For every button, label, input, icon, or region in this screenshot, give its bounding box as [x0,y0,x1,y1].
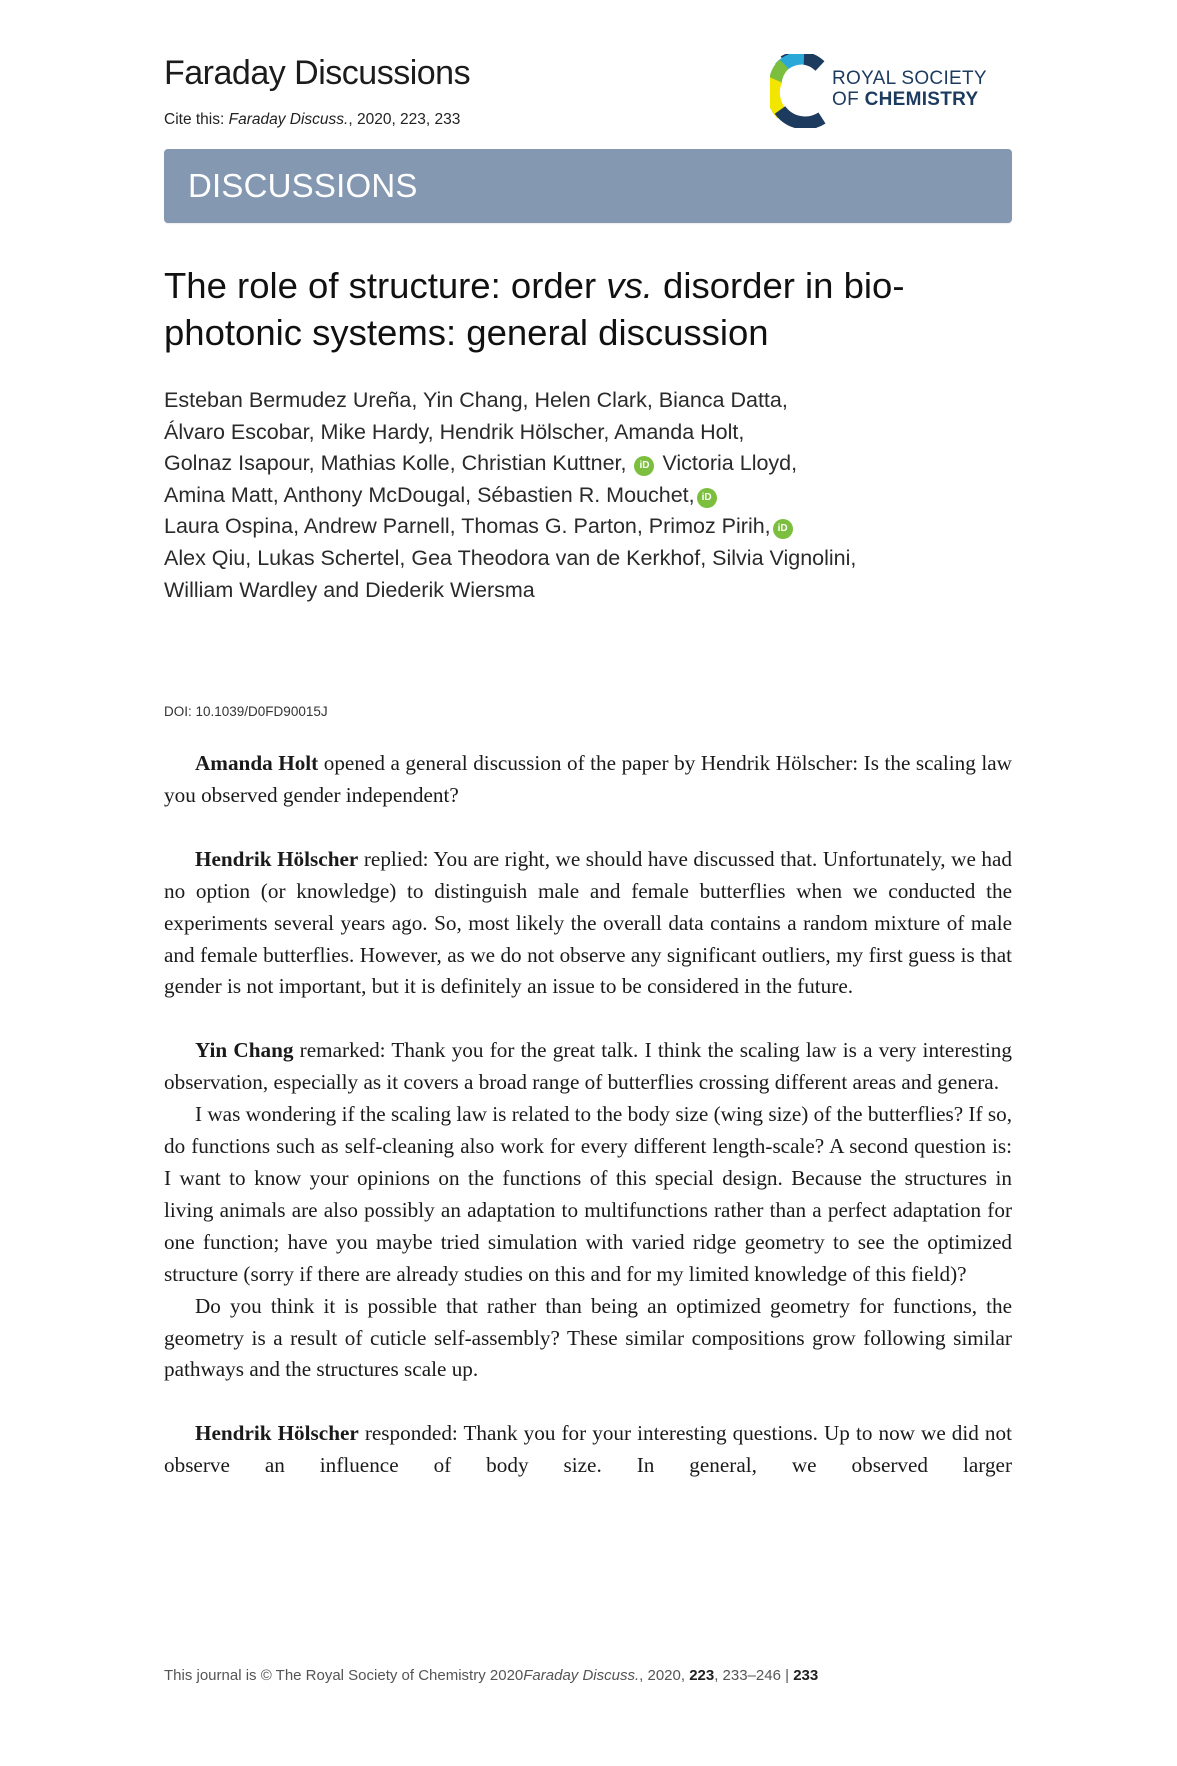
cite-details: , 2020, 223, 233 [348,111,461,128]
cite-journal: Faraday Discuss. [228,111,349,128]
article-type-label: DISCUSSIONS [188,167,418,204]
footer-journal: Faraday Discuss. [523,1667,640,1684]
rsc-wordmark [832,68,987,110]
author-line: Esteban Bermudez Ureña, Yin Chang, Helen Clark, Bianca Datta, [164,388,788,412]
citation-line [164,111,460,129]
author-line: Golnaz Isapour, Mathias Kolle, Christian Kuttner, iD Victoria Lloyd, [164,451,798,476]
page-number: 233 [793,1667,819,1684]
doi-link[interactable]: DOI: 10.1039/D0FD90015J [164,704,328,719]
orcid-icon[interactable]: iD [697,488,717,508]
discussion-paragraph: Yin Chang remarked: Thank you for the great talk. I think the scaling law is a very interesting observation, especially as it covers a broad range of butterflies crossing different areas and genera. [164,1038,1012,1095]
discussion-paragraph: Do you think it is possible that rather than being an optimized geometry for functions, the geometry is a result of cuticle self-assembly? These similar compositions grow following similar pathways and the structures scale up. [164,1293,1012,1382]
author-line: Laura Ospina, Andrew Parnell, Thomas G. Parton, Primoz Pirih, iD [164,511,1024,543]
discussion-body [164,748,1012,1482]
orcid-icon[interactable]: iD [773,519,793,539]
footer-volume: 223 [689,1667,715,1684]
rsc-publisher-logo [770,54,1020,128]
author-line: William Wardley and Diederik Wiersma [164,577,535,602]
author-list [164,385,1024,606]
speaker-name: Hendrik Hölscher [195,1421,359,1446]
rsc-wordmark-line1: ROYAL SOCIETY [832,68,987,89]
author-line: Amina Matt, Anthony McDougal, Sébastien R. Mouchet, iD [164,480,1024,512]
author-line: Alex Qiu, Lukas Schertel, Gea Theodora van de Kerkhof, Silvia Vignolini, [164,545,857,570]
speaker-name: Amanda Holt [195,751,319,775]
discussion-paragraph: Hendrik Hölscher replied: You are right, we should have discussed that. Unfortunately, we had no option (or knowledge) to distinguish male and female butterflies when we conducted the experiments several years ago. So, most likely the overall data contains a random mixture of male and female butterflies. However, as we do not observe any significant outliers, my first guess is that gender is not important, but it is definitely an issue to be considered in the future. [164,846,1012,999]
page-footer: This journal is © The Royal Society of Chemistry 2020Faraday Discuss., 2020, 223, 233–246 | 233 [164,1667,819,1684]
article-title: The role of structure: order vs. disorder in bio-photonic systems: general discussion [164,265,905,353]
speaker-name: Yin Chang [195,1038,294,1063]
rsc-wordmark-line2: OF CHEMISTRY [832,89,979,110]
article-type-banner [164,149,1012,223]
speaker-name: Hendrik Hölscher [195,846,359,871]
discussion-paragraph: Hendrik Hölscher responded: Thank you for your interesting questions. Up to now we did not observe an influence of body size. In general, we observed larger [164,1421,1012,1478]
cite-prefix: Cite this: [164,111,229,128]
orcid-icon[interactable]: iD [634,456,654,476]
discussion-paragraph: Amanda Holt opened a general discussion of the paper by Hendrik Hölscher: Is the scaling law you observed gender independent? [164,751,1012,807]
discussion-paragraph: I was wondering if the scaling law is related to the body size (wing size) of the butterflies? If so, do functions such as self-cleaning also work for every different length-scale? A second question is: I want to know your opinions on the functions of this special design. Because the structures in living animals are also possibly an adaptation to multifunctions rather than a perfect adaptation for one function; have you maybe tried simulation with varied ridge geometry to see the optimized structure (sorry if there are already studies on this and for my limited knowledge of this field)? [164,1102,1012,1286]
author-line: Álvaro Escobar, Mike Hardy, Hendrik Hölscher, Amanda Holt, [164,419,745,444]
copyright-notice: This journal is © The Royal Society of Chemistry 2020 [164,1667,524,1684]
rsc-c-logo-icon [770,54,830,128]
journal-name: Faraday Discussions [164,54,471,92]
